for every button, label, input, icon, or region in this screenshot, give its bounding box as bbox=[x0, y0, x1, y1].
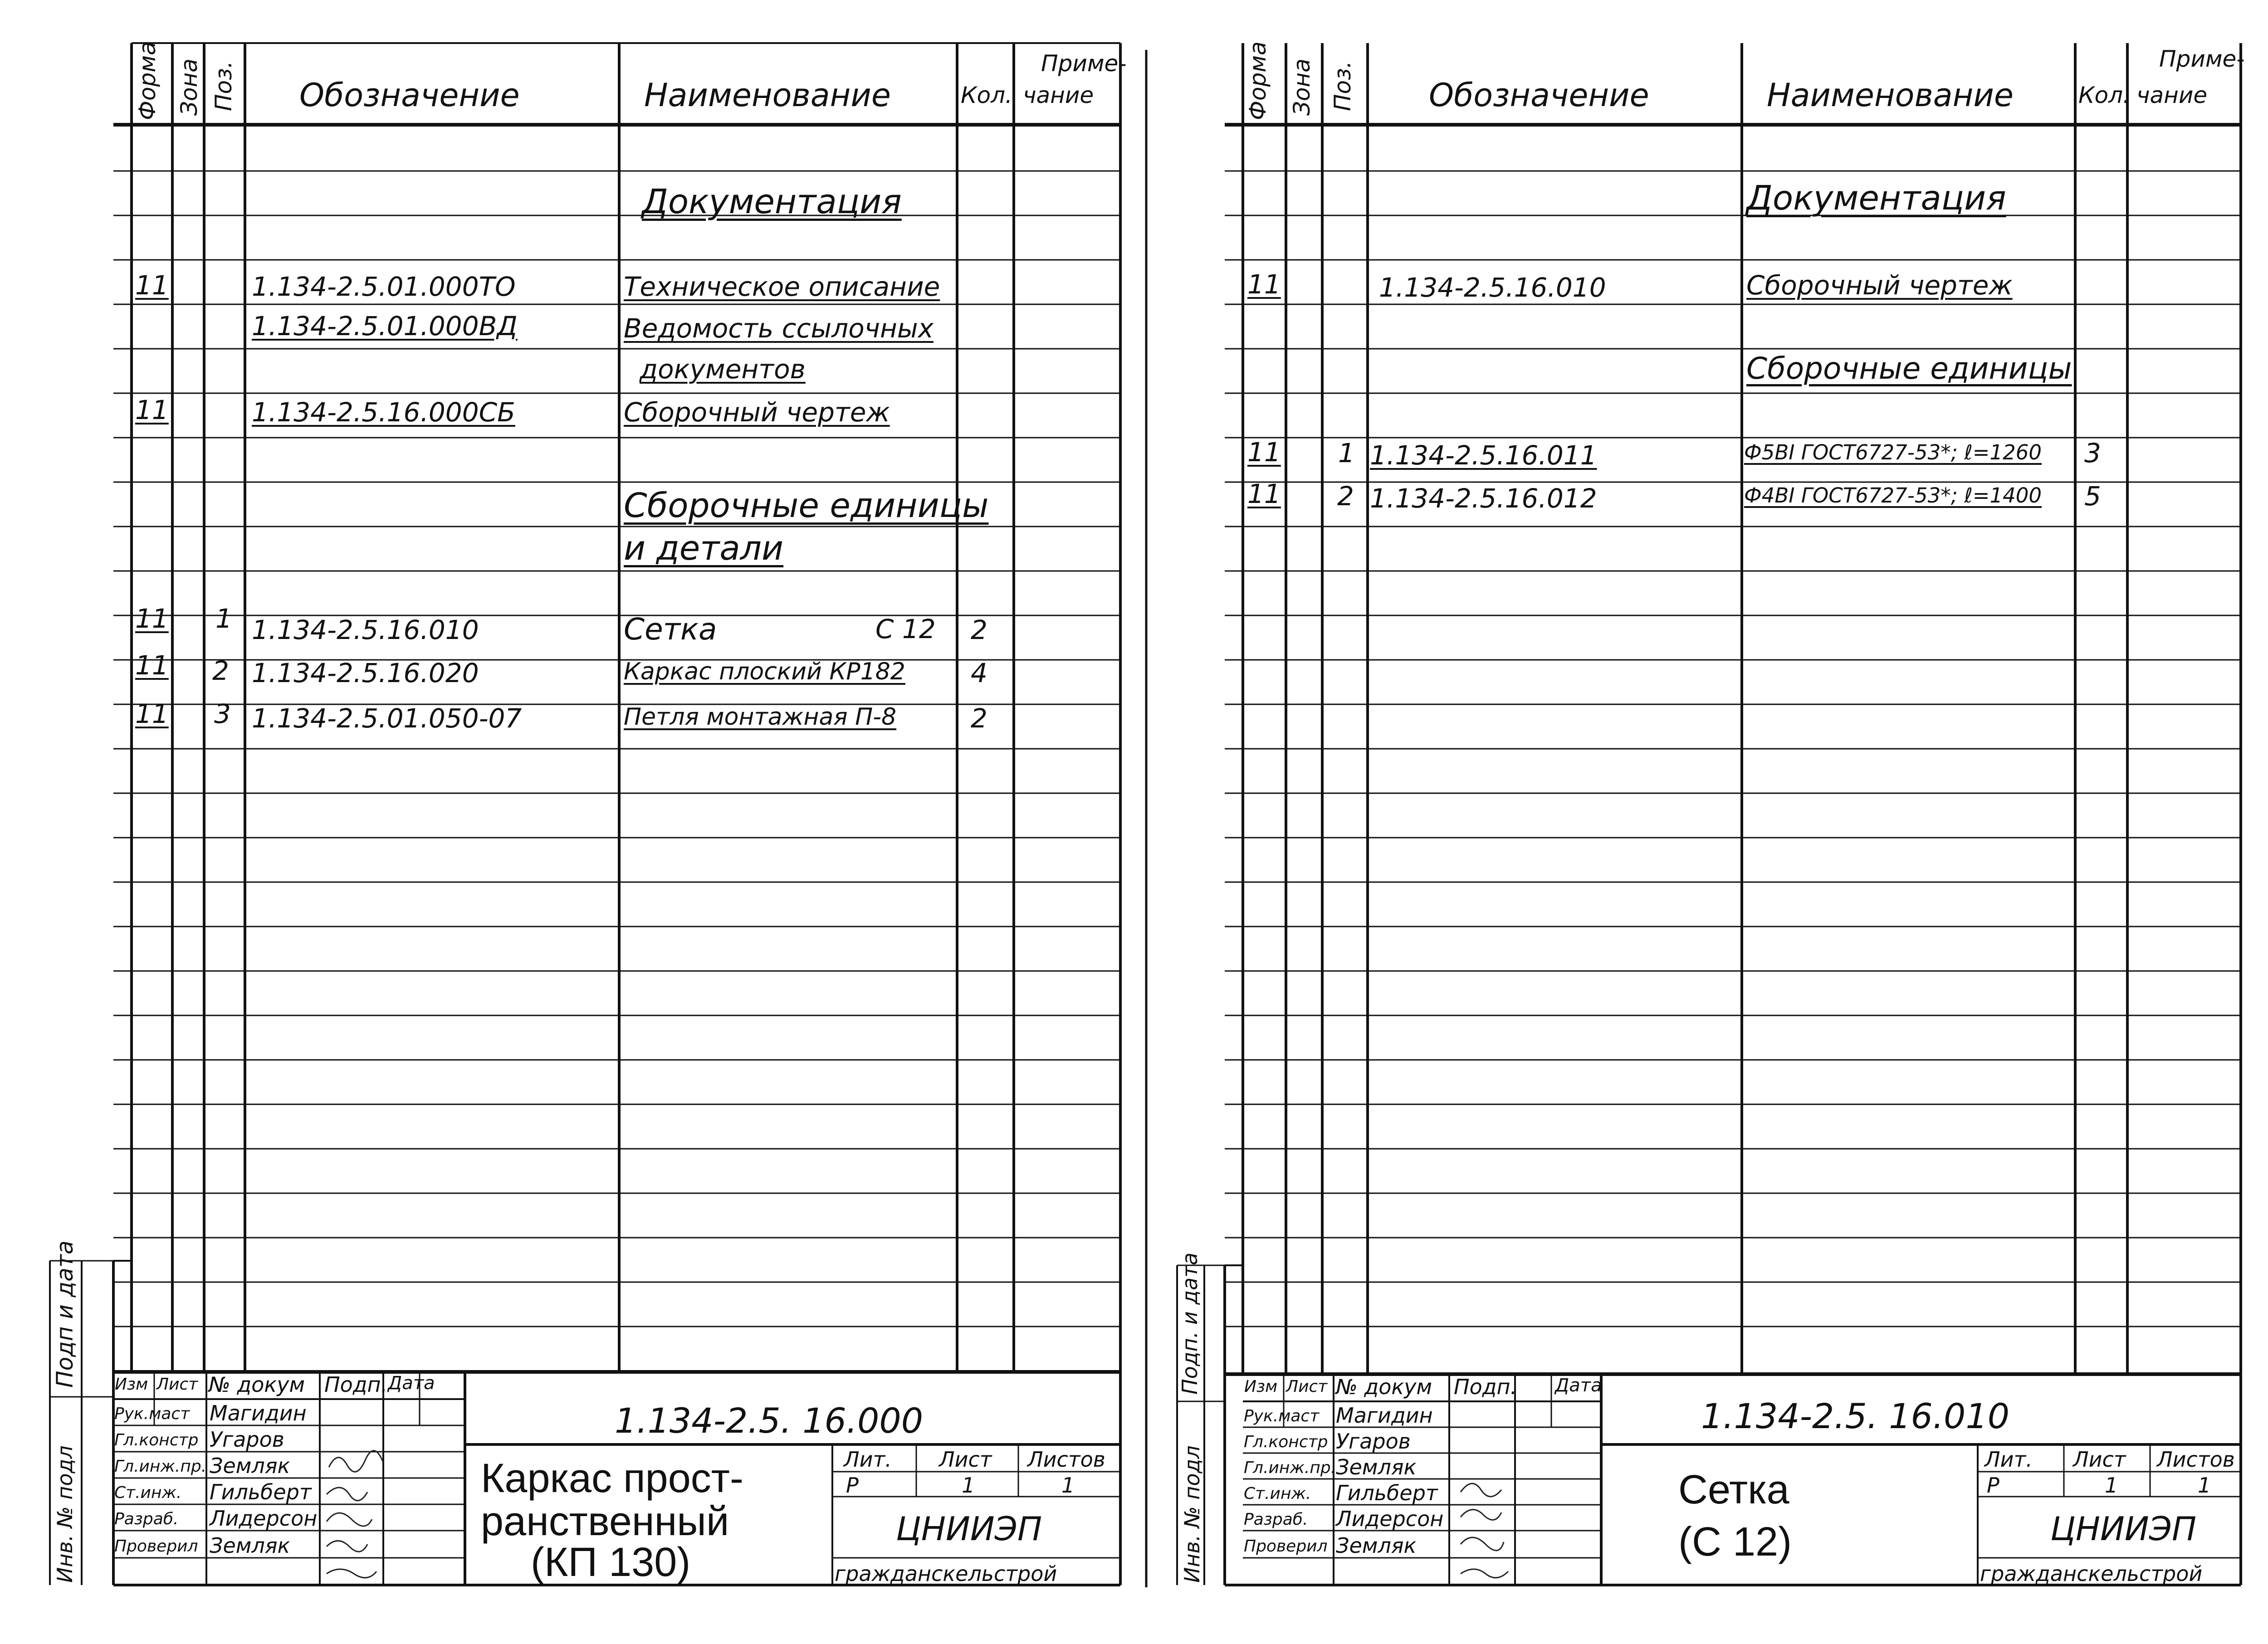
row-qty: 3 bbox=[2084, 438, 2101, 468]
tb-org-line2: гражданскельстрой bbox=[835, 1561, 1057, 1586]
row-pos: 1 bbox=[1338, 438, 1355, 468]
tb-col-date: Дата bbox=[1555, 1375, 1602, 1396]
row-designation: 1.134-2.5.16.010 bbox=[1379, 272, 1606, 303]
tb-lit-value: Р bbox=[846, 1473, 859, 1498]
row-designation: 1.134-2.5.01.000ТО bbox=[252, 271, 516, 302]
section-documentation: Документация bbox=[642, 182, 902, 221]
tb-person: Лидерсон bbox=[210, 1506, 318, 1531]
row-name: документов bbox=[640, 354, 806, 385]
header-designation: Обозначение bbox=[299, 77, 520, 114]
side-stamp-sign-date: Подп и дата bbox=[52, 1240, 78, 1388]
header-poz: Поз. bbox=[210, 61, 237, 111]
header-note-line2: чание bbox=[1023, 82, 1094, 108]
row-designation: 1.134-2.5.16.011 bbox=[1370, 440, 1597, 471]
tb-col-izm: Изм bbox=[115, 1375, 148, 1394]
header-qty: Кол. bbox=[2078, 82, 2130, 108]
row-qty: 4 bbox=[971, 658, 987, 688]
row-qty: 2 bbox=[971, 703, 987, 734]
row-name: Каркас плоский КР182 bbox=[624, 658, 905, 685]
header-poz: Поз. bbox=[1330, 61, 1356, 111]
tb-person: Гильберт bbox=[210, 1480, 312, 1504]
center-fold-line bbox=[1141, 0, 1154, 1644]
row-format: 11 bbox=[135, 650, 169, 681]
row-format: 11 bbox=[1247, 269, 1281, 300]
tb-col-sign: Подп. bbox=[324, 1372, 388, 1397]
tb-col-doc: № докум bbox=[209, 1372, 305, 1397]
tb-person: Магидин bbox=[1336, 1403, 1433, 1428]
tb-lit-label: Лит. bbox=[1984, 1447, 2033, 1472]
tb-role: Гл.констр bbox=[1244, 1433, 1328, 1451]
section-documentation: Документация bbox=[1746, 179, 2006, 218]
tb-role: Гл.инж.пр. bbox=[114, 1457, 207, 1476]
row-pos: 2 bbox=[1337, 481, 1354, 512]
header-note-line2: чание bbox=[2136, 82, 2208, 108]
tb-sheets-label: Листов bbox=[2157, 1447, 2235, 1472]
tb-col-doc: № докум bbox=[1336, 1375, 1432, 1399]
tb-role: Ст.инж. bbox=[114, 1483, 182, 1502]
row-designation: 1.134-2.5.16.000СБ bbox=[252, 397, 515, 428]
tb-product-line3: (КП 130) bbox=[531, 1540, 691, 1585]
tb-sheets-value: 1 bbox=[1061, 1473, 1075, 1498]
header-note-line1: Приме- bbox=[1041, 50, 1127, 77]
row-format: 11 bbox=[135, 698, 169, 729]
tb-col-izm: Изм bbox=[1244, 1377, 1278, 1396]
tb-lit-label: Лит. bbox=[844, 1447, 892, 1472]
tb-person: Магидин bbox=[210, 1401, 307, 1425]
tb-org-line2: гражданскельстрой bbox=[1980, 1561, 2203, 1586]
header-qty: Кол. bbox=[961, 82, 1012, 108]
tb-person: Угаров bbox=[210, 1427, 284, 1452]
tb-sheets-label: Листов bbox=[1027, 1447, 1105, 1472]
section-assembly-units: Сборочные единицы bbox=[1746, 351, 2072, 386]
tb-lit-value: Р bbox=[1987, 1473, 1999, 1498]
header-name: Наименование bbox=[644, 77, 891, 114]
tb-sheets-value: 1 bbox=[2198, 1473, 2211, 1498]
row-name: Ф4ВI ГОСТ6727-53*; ℓ=1400 bbox=[1744, 483, 2042, 507]
row-designation: 1.134-2.5.16.020 bbox=[252, 658, 479, 688]
tb-person: Земляк bbox=[210, 1454, 290, 1478]
row-qty: 5 bbox=[2084, 481, 2101, 512]
tb-person: Земляк bbox=[1336, 1455, 1417, 1479]
header-name: Наименование bbox=[1767, 77, 2014, 114]
tb-col-date: Дата bbox=[388, 1373, 435, 1394]
row-name: Сборочный чертеж bbox=[1746, 270, 2013, 301]
row-name: Сетка bbox=[624, 612, 717, 647]
row-format: 11 bbox=[135, 603, 169, 634]
row-pos: 2 bbox=[212, 655, 229, 686]
row-qty: 2 bbox=[971, 615, 987, 645]
row-designation: 1.134-2.5.01.000ВД bbox=[252, 311, 518, 341]
side-stamp-sign-date: Подп. и дата bbox=[1178, 1252, 1202, 1395]
row-name: Ф5ВI ГОСТ6727-53*; ℓ=1260 bbox=[1744, 440, 2042, 464]
section-assembly-units: Сборочные единицы bbox=[624, 486, 989, 525]
tb-role: Гл.инж.пр. bbox=[1244, 1459, 1336, 1477]
tb-sheet-label: Лист bbox=[939, 1447, 992, 1472]
row-designation: 1.134-2.5.16.012 bbox=[1370, 483, 1597, 514]
tb-role: Ст.инж. bbox=[1244, 1484, 1311, 1503]
row-format: 11 bbox=[135, 395, 169, 425]
tb-org-line1: ЦНИИЭП bbox=[2050, 1510, 2197, 1548]
tb-role: Разраб. bbox=[1244, 1510, 1308, 1529]
tb-role: Рук.маст bbox=[114, 1405, 190, 1423]
tb-role: Рук.маст bbox=[1244, 1407, 1320, 1425]
section-assembly-units-line2: и детали bbox=[624, 529, 784, 568]
title-block-doc-number: 1.134-2.5. 16.010 bbox=[1701, 1396, 2010, 1436]
tb-person: Угаров bbox=[1336, 1429, 1411, 1454]
row-designation: 1.134-2.5.01.050-07 bbox=[252, 703, 522, 734]
tb-role: Гл.констр bbox=[114, 1431, 199, 1449]
tb-col-list: Лист bbox=[156, 1375, 198, 1394]
tb-product-line2: (С 12) bbox=[1678, 1519, 1792, 1565]
header-zona: Зона bbox=[176, 59, 202, 116]
header-forma: Формa bbox=[1245, 41, 1271, 120]
tb-product-line1: Сетка bbox=[1678, 1467, 1789, 1512]
row-pos: 1 bbox=[215, 603, 232, 634]
row-format: 11 bbox=[1247, 437, 1281, 468]
header-note-line1: Приме- bbox=[2159, 46, 2245, 72]
tb-col-sign: Подп. bbox=[1454, 1375, 1517, 1399]
row-pos: 3 bbox=[214, 698, 231, 729]
row-name: Сборочный чертеж bbox=[624, 397, 890, 428]
header-forma: Формa bbox=[134, 41, 161, 120]
tb-role: Проверил bbox=[114, 1537, 198, 1556]
side-stamp-inv-no: Инв. № подл bbox=[53, 1445, 77, 1583]
tb-role: Разраб. bbox=[114, 1510, 179, 1528]
tb-role: Проверил bbox=[1244, 1537, 1328, 1556]
tb-sheet-label: Лист bbox=[2073, 1447, 2126, 1472]
tb-org-line1: ЦНИИЭП bbox=[896, 1510, 1042, 1548]
row-name: Петля монтажная П-8 bbox=[624, 703, 897, 731]
row-designation: 1.134-2.5.16.010 bbox=[252, 615, 479, 645]
header-designation: Обозначение bbox=[1429, 77, 1649, 114]
tb-sheet-value: 1 bbox=[962, 1473, 975, 1498]
tb-product-line2: ранственный bbox=[481, 1499, 729, 1544]
row-name: Ведомость ссылочных bbox=[624, 313, 934, 344]
right-spec-sheet bbox=[1161, 0, 2268, 1644]
row-mark: С 12 bbox=[875, 614, 936, 644]
tb-col-list: Лист bbox=[1286, 1377, 1328, 1396]
row-format: 11 bbox=[135, 270, 169, 301]
tb-product-line1: Каркас прост- bbox=[481, 1456, 743, 1501]
header-zona: Зона bbox=[1289, 59, 1315, 116]
side-stamp-inv-no: Инв. № подл bbox=[1180, 1445, 1204, 1583]
tb-person: Лидерсон bbox=[1336, 1507, 1444, 1531]
tb-sheet-value: 1 bbox=[2105, 1473, 2118, 1498]
title-block-doc-number: 1.134-2.5. 16.000 bbox=[615, 1400, 924, 1441]
tb-person: Земляк bbox=[1336, 1533, 1417, 1558]
tb-person: Гильберт bbox=[1336, 1481, 1438, 1505]
tb-person: Земляк bbox=[210, 1533, 290, 1558]
row-format: 11 bbox=[1247, 478, 1281, 509]
row-name: Техническое описание bbox=[624, 271, 940, 302]
